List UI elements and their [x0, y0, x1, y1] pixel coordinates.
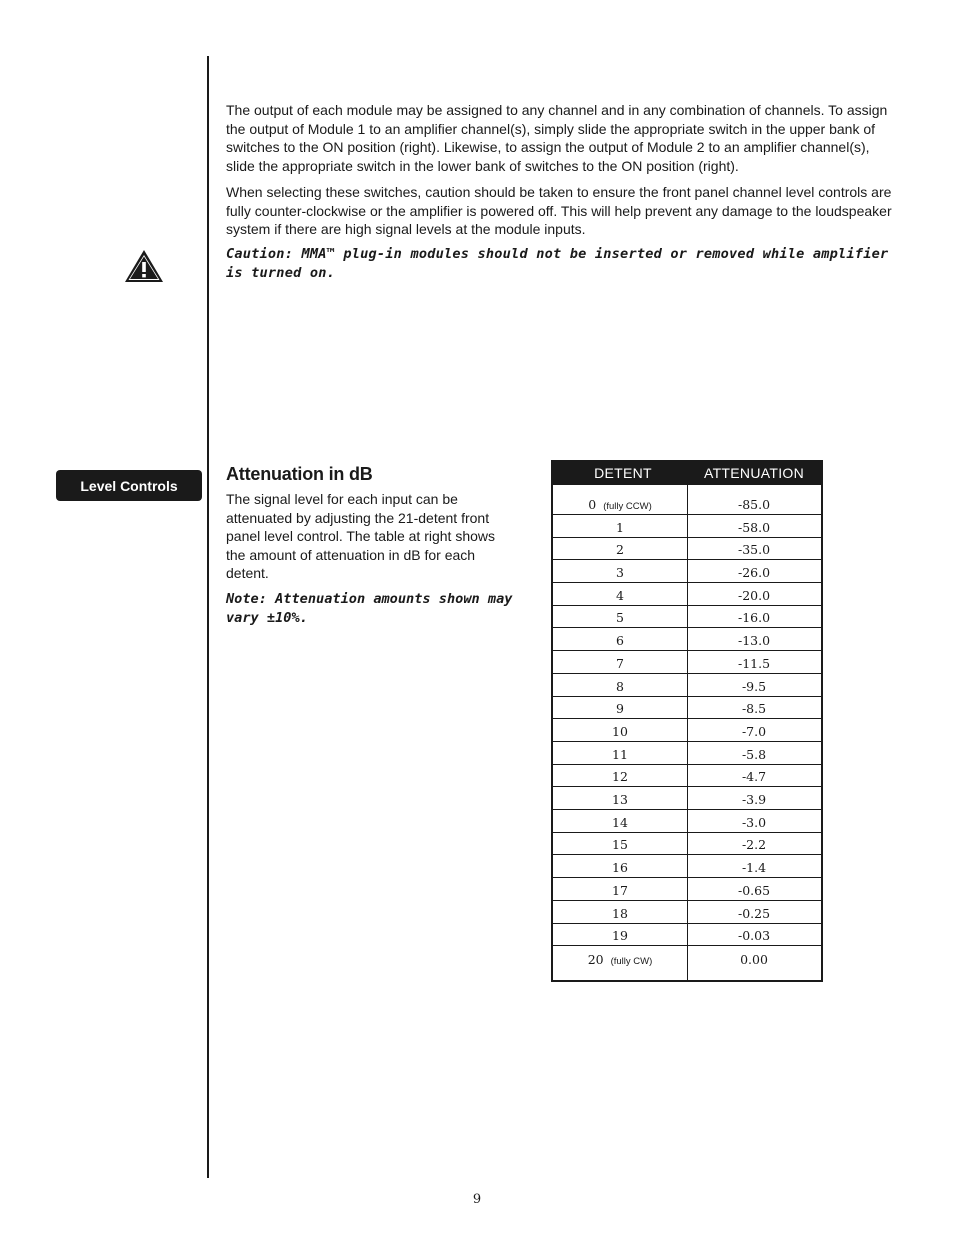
detent-value: 20	[587, 951, 604, 967]
table-row	[553, 924, 821, 947]
table-row	[553, 629, 821, 652]
attenuation-value: -11.5	[737, 655, 771, 671]
detent-cell	[553, 815, 687, 832]
detent-value: 13	[612, 792, 628, 808]
detent-cell	[553, 792, 687, 809]
table-row	[553, 515, 821, 538]
detent-value: 10	[612, 723, 628, 739]
detent-value: 17	[612, 882, 628, 898]
attenuation-value: -5.8	[741, 746, 767, 762]
table-row	[553, 583, 821, 606]
table-header	[553, 460, 821, 485]
paragraph-module-output: The output of each module may be assigned to any channel and in any combination of channels. To assign the output of Module 1 to an amplifier channel(s), simply slide the appropriate switch in the upper bank of switches to the ON position (right). Likewise, to assign the output of Module 2 to an amplifier channel(s), slide the appropriate switch in the lower bank of switches to the ON position (right).	[226, 102, 888, 174]
detent-value: 11	[612, 746, 628, 762]
attenuation-value: -2.2	[741, 837, 767, 853]
attenuation-value: -20.0	[737, 587, 771, 603]
section-tag-level-controls: Level Controls	[56, 470, 202, 501]
page-number: 9	[472, 1192, 482, 1207]
detent-value: 1	[616, 519, 624, 535]
table-row	[553, 833, 821, 856]
table-row	[553, 742, 821, 765]
detent-value: 15	[612, 837, 628, 853]
detent-cell	[553, 837, 687, 854]
attenuation-value: -26.0	[737, 565, 771, 581]
section-heading: Attenuation in dB	[226, 464, 373, 484]
detent-cell	[553, 565, 687, 582]
table-row	[553, 606, 821, 629]
table-row	[553, 485, 821, 515]
detent-cell	[553, 883, 687, 900]
attenuation-value: -9.5	[741, 678, 767, 694]
detent-cell	[553, 656, 687, 673]
detent-cell	[553, 906, 687, 923]
table-row	[553, 787, 821, 810]
detent-cell	[553, 952, 687, 969]
table-row	[553, 765, 821, 788]
detent-value: 12	[612, 769, 628, 785]
detent-value: 3	[616, 565, 624, 581]
detent-cell	[553, 520, 687, 537]
detent-cell	[553, 724, 687, 741]
detent-value: 14	[612, 814, 628, 830]
table-row	[553, 538, 821, 561]
table-row	[553, 901, 821, 924]
table-row	[553, 810, 821, 833]
attenuation-value: 0.00	[740, 951, 768, 967]
detent-cell	[553, 542, 687, 559]
attenuation-value: -0.03	[737, 928, 771, 944]
attenuation-value: -58.0	[737, 519, 771, 535]
column-header-detent: DETENT	[594, 464, 652, 481]
attenuation-value: -1.4	[741, 860, 767, 876]
table-row	[553, 719, 821, 742]
detent-value: 9	[616, 701, 624, 717]
attenuation-value: -35.0	[737, 542, 771, 558]
detent-cell	[553, 588, 687, 605]
attenuation-value: -3.9	[741, 792, 767, 808]
detent-cell	[553, 610, 687, 627]
table-row	[553, 697, 821, 720]
attenuation-value: -13.0	[737, 633, 771, 649]
caution-text: Caution: MMA™ plug-in modules should not be inserted or removed while amplifier is turned on.	[226, 246, 889, 281]
attenuation-value: -85.0	[737, 497, 771, 512]
table-row	[553, 674, 821, 697]
attenuation-value: -4.7	[741, 769, 767, 785]
attenuation-value: -8.5	[741, 701, 767, 717]
attenuation-value: -0.65	[737, 882, 771, 898]
paragraph-switch-caution: When selecting these switches, caution should be taken to ensure the front panel channel level controls are fully counter-clockwise or the amplifier is powered off. This will help prevent any damage to the loudspeaker system if there are high signal levels at the module inputs.	[226, 184, 892, 238]
detent-value: 6	[616, 633, 624, 649]
attenuation-value: -7.0	[741, 723, 767, 739]
table-row	[553, 856, 821, 879]
detent-note: (fully CW)	[610, 955, 653, 967]
vertical-rule	[207, 56, 209, 1178]
detent-value: 4	[616, 587, 624, 603]
detent-value: 0	[588, 497, 597, 512]
attenuation-value: -3.0	[741, 814, 767, 830]
detent-value: 16	[612, 860, 628, 876]
detent-cell	[553, 860, 687, 877]
table-row	[553, 878, 821, 901]
detent-cell	[553, 497, 687, 514]
detent-value: 7	[616, 655, 624, 671]
table-row	[553, 946, 821, 984]
exclamation-triangle-icon	[124, 249, 164, 283]
attenuation-table	[551, 460, 823, 982]
detent-cell	[553, 769, 687, 786]
detent-cell	[553, 701, 687, 718]
table-row	[553, 651, 821, 674]
column-header-attenuation: ATTENUATION	[703, 464, 804, 481]
attenuation-note: Note: Attenuation amounts shown may vary ±10%.	[226, 591, 513, 626]
detent-cell	[553, 633, 687, 650]
detent-value: 19	[612, 928, 628, 944]
detent-cell	[553, 679, 687, 696]
attenuation-value: -16.0	[737, 610, 771, 626]
detent-value: 2	[616, 542, 624, 558]
detent-value: 18	[612, 905, 628, 921]
section-body: The signal level for each input can be attenuated by adjusting the 21-detent front panel level control. The table at right shows the amount of attenuation in dB for each detent.	[226, 491, 496, 582]
detent-value: 8	[616, 678, 624, 694]
table-row	[553, 560, 821, 583]
detent-cell	[553, 928, 687, 945]
attenuation-value: -0.25	[737, 905, 771, 921]
detent-cell	[553, 747, 687, 764]
detent-note: (fully CCW)	[603, 501, 652, 512]
detent-value: 5	[616, 610, 624, 626]
